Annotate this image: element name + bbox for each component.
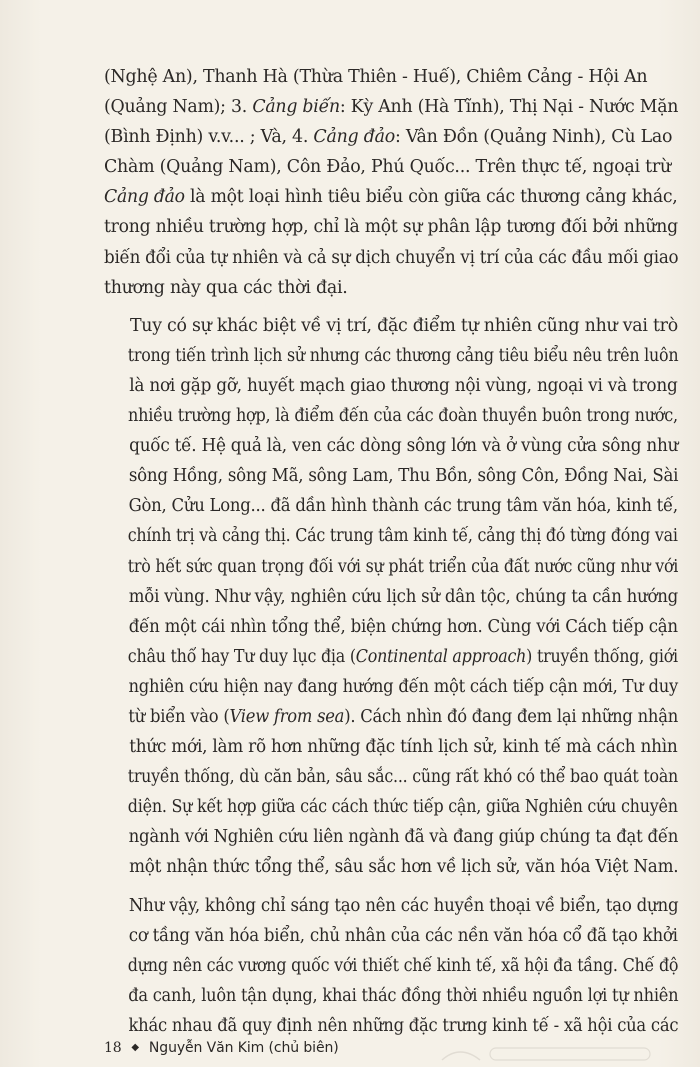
text-run: đa canh, luôn tận dụng, khai thác đồng thời nhiều nguồn lợi tự nhiên (128, 985, 679, 1006)
text-run: Như vậy, không chỉ sáng tạo nên các huyền thoại về biển, tạo dựng (128, 895, 679, 916)
text-line (104, 212, 678, 242)
body-text (104, 62, 678, 1049)
text-line (104, 491, 678, 521)
diamond-separator-icon: ◆ (131, 1042, 139, 1053)
watermark-logo-icon (440, 1042, 660, 1064)
italic-term: Cảng đảo (104, 187, 185, 208)
text-run: (Nghệ An), Thanh Hà (Thừa Thiên - Huế), Chiêm Cảng - Hội An (104, 67, 648, 87)
text-line (104, 1011, 679, 1041)
text-run: nghiên cứu hiện nay đang hướng đến một cách tiếp cận mới, Tư duy (128, 676, 679, 697)
text-run: dựng nên các vương quốc với thiết chế kinh tế, xã hội đa tầng. Chế độ (127, 955, 679, 976)
text-line (104, 702, 678, 732)
paragraph (104, 62, 678, 303)
text-run: thương này qua các thời đại. (104, 277, 348, 298)
italic-term: View from sea (229, 706, 345, 727)
text-line (104, 461, 679, 491)
text-run: mỗi vùng. Như vậy, nghiên cứu lịch sử dân tộc, chúng ta cần hướng (128, 586, 679, 607)
text-run: cơ tầng văn hóa biển, chủ nhân của các nền văn hóa cổ đã tạo khởi (128, 925, 678, 946)
text-run: biến đổi của tự nhiên và cả sự dịch chuyển vị trí của các đầu mối giao (104, 247, 679, 268)
text-line (104, 152, 678, 182)
text-run: (Quảng Nam); 3. (104, 97, 253, 118)
text-line (104, 92, 679, 122)
text-run: là nơi gặp gỡ, huyết mạch giao thương nội vùng, ngoại vi và trong (129, 375, 678, 396)
text-run: quốc tế. Hệ quả là, ven các dòng sông lớn và ở vùng cửa sông như (129, 436, 679, 457)
text-line (104, 552, 679, 582)
text-line (104, 182, 678, 212)
text-line (104, 921, 678, 951)
text-line (104, 822, 679, 852)
text-run: : Vân Đồn (Quảng Ninh), Cù Lao (394, 127, 673, 148)
text-run: chính trị và cảng thị. Các trung tâm kinh tế, cảng thị đó từng đóng vai (127, 526, 678, 547)
text-line (104, 732, 678, 762)
text-run: đến một cái nhìn tổng thể, biện chứng hơn. Cùng với Cách tiếp cận (128, 616, 678, 637)
text-run: Tuy có sự khác biệt về vị trí, đặc điểm tự nhiên cũng như vai trò (129, 315, 678, 336)
text-line (104, 891, 679, 921)
text-run: Chàm (Quảng Nam), Côn Đảo, Phú Quốc... Trên thực tế, ngoại trừ (104, 157, 671, 178)
text-run: từ biển vào ( (128, 706, 230, 727)
text-run: là một loại hình tiêu biểu còn giữa các thương cảng khác, (184, 187, 678, 208)
page-number: 18 (104, 1040, 122, 1056)
text-run: diện. Sự kết hợp giữa các cách thức tiếp cận, giữa Nghiên cứu chuyên (127, 797, 678, 818)
text-run: thức mới, làm rõ hơn những đặc tính lịch sử, kinh tế mà cách nhìn (129, 737, 678, 758)
text-line (104, 401, 678, 431)
text-line (104, 311, 677, 341)
text-run: : Kỳ Anh (Hà Tĩnh), Thị Nại - Nước Mặn (339, 97, 679, 118)
text-line (104, 642, 678, 672)
text-line (104, 371, 678, 401)
text-line (104, 521, 678, 551)
text-line (104, 62, 678, 92)
text-run: trong nhiều trường hợp, chỉ là một sự phân lập tương đối bởi những (104, 217, 678, 238)
text-run: ) truyền thống, giới (526, 646, 678, 667)
text-line (104, 431, 679, 461)
text-run: một nhận thức tổng thể, sâu sắc hơn về lịch sử, văn hóa Việt Nam. (129, 857, 679, 878)
text-line (104, 792, 678, 822)
paragraph (104, 311, 678, 883)
text-line (104, 672, 679, 702)
italic-term: Cảng biển (252, 97, 340, 118)
text-line (104, 122, 678, 152)
text-run: nhiều trường hợp, là điểm đến của các đoàn thuyền buôn trong nước, (127, 406, 678, 427)
text-line (104, 951, 679, 981)
text-line (104, 243, 679, 273)
text-line (104, 582, 679, 612)
text-run: khác nhau đã quy định nên những đặc trưng kinh tế - xã hội của các (128, 1015, 679, 1036)
text-line (104, 273, 678, 303)
text-line (104, 852, 679, 882)
text-run: ngành với Nghiên cứu liên ngành đã và đang giúp chúng ta đạt đến (128, 827, 679, 848)
text-run: sông Hồng, sông Mã, sông Lam, Thu Bồn, sông Côn, Đồng Nai, Sài (128, 466, 679, 487)
text-line (104, 341, 679, 371)
author-credit: Nguyễn Văn Kim (chủ biên) (148, 1040, 339, 1056)
paragraph (104, 891, 678, 1041)
text-line (104, 612, 678, 642)
text-run: trò hết sức quan trọng đối với sự phát triển của đất nước cũng như với (127, 556, 679, 577)
text-run: truyền thống, dù căn bản, sâu sắc... cũng rất khó có thể bao quát toàn (127, 767, 679, 788)
text-run: trong tiến trình lịch sử nhưng các thương cảng tiêu biểu nêu trên luôn (127, 345, 679, 366)
page-footer (104, 1040, 339, 1056)
italic-term: Cảng đảo (313, 127, 395, 148)
text-run: (Bình Định) v.v... ; Và, 4. (104, 127, 314, 148)
text-run: ). Cách nhìn đó đang đem lại những nhận (344, 706, 678, 727)
text-run: Gòn, Cửu Long... đã dần hình thành các trung tâm văn hóa, kinh tế, (128, 496, 678, 517)
text-line (104, 762, 679, 792)
text-run: châu thổ hay Tư duy lục địa ( (127, 646, 356, 667)
italic-term: Continental approach (355, 646, 527, 667)
text-line (104, 981, 679, 1011)
